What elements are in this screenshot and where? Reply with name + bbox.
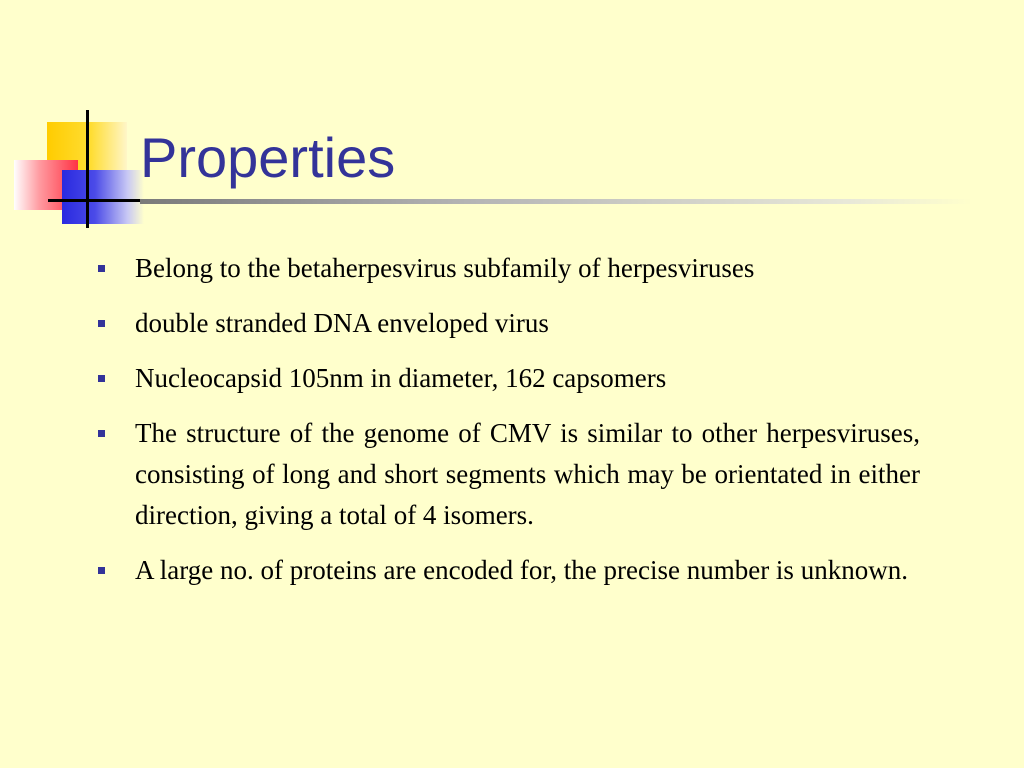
bullet-item <box>96 303 920 344</box>
bullet-square-icon <box>98 320 105 327</box>
vertical-line-decoration <box>86 110 89 228</box>
title-underline-rule <box>140 199 972 204</box>
bullet-square-icon <box>98 265 105 272</box>
bullet-item <box>96 550 920 591</box>
bullet-square-icon <box>98 375 105 382</box>
horizontal-line-decoration <box>48 199 148 202</box>
bullet-text: A large no. of proteins are encoded for, the precise number is unknown. <box>135 555 908 585</box>
bullet-square-icon <box>98 567 105 574</box>
bullet-item <box>96 358 920 399</box>
decorative-squares-logo <box>0 0 160 240</box>
bullet-text: The structure of the genome of CMV is similar to other herpesviruses, consisting of long and short segments which may be orientated in either direction, giving a total of 4 isomers. <box>135 418 920 530</box>
slide-title: Properties <box>140 126 396 189</box>
bullet-item <box>96 248 920 289</box>
bullet-text: Belong to the betaherpesvirus subfamily of herpesviruses <box>135 253 755 283</box>
bullet-text: double stranded DNA enveloped virus <box>135 308 549 338</box>
blue-square-decoration <box>62 170 144 224</box>
bullet-square-icon <box>98 430 105 437</box>
bullet-list <box>96 248 920 605</box>
bullet-text: Nucleocapsid 105nm in diameter, 162 capsomers <box>135 363 667 393</box>
bullet-item <box>96 413 920 536</box>
